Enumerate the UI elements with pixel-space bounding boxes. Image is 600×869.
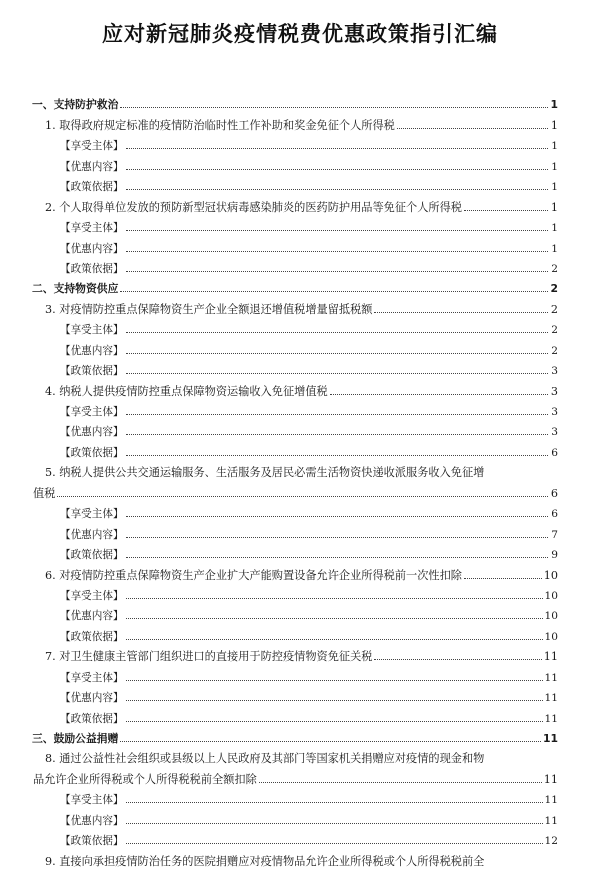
page-number: 3 bbox=[550, 384, 558, 398]
page-number: 3 bbox=[551, 426, 558, 439]
toc-subentry[interactable] bbox=[0, 603, 600, 623]
toc-entry-text: 【优惠内容】 bbox=[60, 344, 124, 357]
toc-entry-text: 1. 取得政府规定标准的疫情防治临时性工作补助和奖金免征个人所得税 bbox=[45, 118, 395, 132]
table-of-contents bbox=[0, 92, 600, 869]
toc-entry[interactable] bbox=[0, 296, 600, 316]
toc-entry-text: 【政策依据】 bbox=[60, 262, 124, 275]
toc-entry-text: 【享受主体】 bbox=[60, 508, 124, 521]
toc-entry-text: 【享受主体】 bbox=[60, 589, 124, 602]
toc-entry-text: 【优惠内容】 bbox=[60, 692, 124, 705]
dot-leader bbox=[126, 414, 548, 415]
page-number: 1 bbox=[550, 118, 558, 132]
dot-leader bbox=[126, 373, 548, 374]
page-number: 6 bbox=[551, 446, 558, 459]
dot-leader bbox=[126, 721, 543, 722]
toc-entry-text: 【享受主体】 bbox=[60, 794, 124, 807]
dot-leader bbox=[126, 271, 548, 272]
page-number: 1 bbox=[550, 200, 558, 214]
toc-entry-text: 【享受主体】 bbox=[60, 140, 124, 153]
toc-entry-text: 【优惠内容】 bbox=[60, 242, 124, 255]
page-number: 2 bbox=[550, 302, 558, 316]
toc-entry-text: 【优惠内容】 bbox=[60, 814, 124, 827]
toc-subentry[interactable] bbox=[0, 215, 600, 235]
dot-leader bbox=[126, 251, 548, 252]
toc-section[interactable] bbox=[0, 726, 600, 746]
toc-entry-text: 【优惠内容】 bbox=[60, 426, 124, 439]
dot-leader bbox=[374, 312, 548, 313]
toc-entry-text: 【优惠内容】 bbox=[60, 610, 124, 623]
dot-leader bbox=[126, 680, 543, 681]
page-number: 11 bbox=[544, 794, 558, 807]
page-number: 6 bbox=[550, 486, 558, 500]
page-number: 1 bbox=[551, 140, 558, 153]
toc-entry-text: 【政策依据】 bbox=[60, 835, 124, 848]
toc-subentry[interactable] bbox=[0, 787, 600, 807]
page-number: 11 bbox=[544, 814, 558, 827]
page-number: 1 bbox=[551, 160, 558, 173]
toc-entry[interactable] bbox=[0, 480, 600, 500]
toc-entry-text: 7. 对卫生健康主管部门组织进口的直接用于防控疫情物资免征关税 bbox=[45, 650, 373, 664]
dot-leader bbox=[126, 557, 548, 558]
page-number: 11 bbox=[544, 671, 558, 684]
dot-leader bbox=[120, 291, 548, 292]
page-number: 11 bbox=[543, 772, 558, 786]
page-number: 10 bbox=[544, 589, 558, 602]
page-number: 10 bbox=[543, 568, 558, 582]
toc-subentry[interactable] bbox=[0, 235, 600, 255]
page-number: 3 bbox=[551, 365, 558, 378]
toc-entry-text: 值税 bbox=[33, 486, 56, 500]
toc-entry-line[interactable]: 5. 纳税人提供公共交通运输服务、生活服务及居民必需生活物资快递收派服务收入免征增 bbox=[45, 466, 485, 480]
toc-subentry[interactable] bbox=[0, 521, 600, 541]
dot-leader bbox=[464, 578, 542, 579]
dot-leader bbox=[126, 639, 543, 640]
toc-subentry[interactable] bbox=[0, 583, 600, 603]
page-number: 11 bbox=[544, 712, 558, 725]
toc-subentry[interactable] bbox=[0, 664, 600, 684]
toc-subentry[interactable] bbox=[0, 501, 600, 521]
dot-leader bbox=[126, 802, 543, 803]
dot-leader bbox=[126, 700, 543, 701]
toc-entry-text: 【享受主体】 bbox=[60, 324, 124, 337]
toc-subentry[interactable] bbox=[0, 358, 600, 378]
toc-entry-text: 【优惠内容】 bbox=[60, 528, 124, 541]
toc-entry-text: 【政策依据】 bbox=[60, 630, 124, 643]
toc-entry-text: 6. 对疫情防控重点保障物资生产企业扩大产能购置设备允许企业所得税前一次性扣除 bbox=[45, 568, 462, 582]
page-number: 2 bbox=[551, 262, 558, 275]
toc-subentry[interactable] bbox=[0, 174, 600, 194]
page-number: 11 bbox=[544, 692, 558, 705]
toc-entry-text: 一、支持防护救治 bbox=[32, 98, 119, 112]
toc-subentry[interactable] bbox=[0, 828, 600, 848]
toc-entry[interactable] bbox=[0, 194, 600, 214]
toc-subentry[interactable] bbox=[0, 439, 600, 459]
dot-leader bbox=[57, 496, 548, 497]
dot-leader bbox=[126, 843, 543, 844]
toc-entry-text: 【享受主体】 bbox=[60, 406, 124, 418]
toc-entry-line[interactable]: 8. 通过公益性社会组织或县级以上人民政府及其部门等国家机关捐赠应对疫情的现金和物 bbox=[45, 752, 485, 766]
toc-entry-text: 【政策依据】 bbox=[60, 446, 124, 459]
toc-entry[interactable] bbox=[0, 112, 600, 132]
dot-leader bbox=[397, 128, 548, 129]
dot-leader bbox=[464, 210, 548, 211]
toc-entry-text: 【享受主体】 bbox=[60, 671, 124, 684]
dot-leader bbox=[126, 537, 548, 538]
toc-subentry[interactable] bbox=[0, 399, 600, 419]
dot-leader bbox=[374, 659, 541, 660]
toc-entry-text: 【享受主体】 bbox=[60, 222, 124, 235]
toc-subentry[interactable] bbox=[0, 419, 600, 439]
dot-leader bbox=[330, 394, 548, 395]
toc-entry-text: 3. 对疫情防控重点保障物资生产企业全额退还增值税增量留抵税额 bbox=[45, 302, 373, 316]
page-number: 6 bbox=[551, 508, 558, 521]
toc-entry-text: 2. 个人取得单位发放的预防新型冠状病毒感染肺炎的医药防护用品等免征个人所得税 bbox=[45, 200, 462, 214]
dot-leader bbox=[126, 598, 543, 599]
page-number: 3 bbox=[551, 406, 558, 418]
toc-entry-text: 品允许企业所得税或个人所得税税前全额扣除 bbox=[33, 772, 257, 786]
dot-leader bbox=[126, 434, 548, 435]
page-number: 7 bbox=[551, 528, 558, 541]
toc-subentry[interactable] bbox=[0, 337, 600, 357]
dot-leader bbox=[259, 782, 542, 783]
toc-entry-text: 【政策依据】 bbox=[60, 181, 124, 194]
page-number: 2 bbox=[551, 344, 558, 357]
toc-section[interactable] bbox=[0, 276, 600, 296]
toc-entry-line[interactable]: 9. 直接向承担疫情防治任务的医院捐赠应对疫情物品允许企业所得税或个人所得税税前全 bbox=[45, 854, 485, 868]
page-number: 2 bbox=[550, 282, 558, 296]
dot-leader bbox=[126, 823, 543, 824]
toc-subentry[interactable] bbox=[0, 153, 600, 173]
page-title: 应对新冠肺炎疫情税费优惠政策指引汇编 bbox=[102, 22, 498, 46]
dot-leader bbox=[126, 516, 548, 517]
page-number: 2 bbox=[551, 324, 558, 337]
dot-leader bbox=[126, 148, 548, 149]
dot-leader bbox=[126, 618, 543, 619]
toc-entry-text: 【政策依据】 bbox=[60, 712, 124, 725]
toc-entry[interactable] bbox=[0, 644, 600, 664]
toc-entry-text: 4. 纳税人提供疫情防控重点保障物资运输收入免征增值税 bbox=[45, 384, 328, 398]
page-number: 11 bbox=[542, 732, 558, 745]
toc-entry[interactable] bbox=[0, 766, 600, 786]
toc-subentry[interactable] bbox=[0, 685, 600, 705]
toc-entry-text: 【政策依据】 bbox=[60, 549, 124, 562]
dot-leader bbox=[120, 741, 541, 742]
toc-entry-text: 【政策依据】 bbox=[60, 365, 124, 378]
page-number: 10 bbox=[544, 610, 558, 623]
toc-subentry[interactable] bbox=[0, 542, 600, 562]
toc-entry-text: 二、支持物资供应 bbox=[32, 282, 119, 296]
toc-subentry[interactable] bbox=[0, 807, 600, 827]
dot-leader bbox=[126, 189, 548, 190]
dot-leader bbox=[126, 169, 548, 170]
toc-subentry[interactable] bbox=[0, 317, 600, 337]
toc-entry[interactable] bbox=[0, 562, 600, 582]
toc-entry-text: 三、鼓励公益捐赠 bbox=[32, 732, 119, 745]
page-number: 12 bbox=[544, 835, 558, 848]
page-number: 1 bbox=[551, 222, 558, 235]
page-number: 1 bbox=[551, 242, 558, 255]
toc-section[interactable] bbox=[0, 92, 600, 112]
page-number: 10 bbox=[544, 630, 558, 643]
page-number: 9 bbox=[551, 549, 558, 562]
toc-entry[interactable] bbox=[0, 378, 600, 398]
toc-entry-text: 【优惠内容】 bbox=[60, 160, 124, 173]
dot-leader bbox=[126, 230, 548, 231]
toc-subentry[interactable] bbox=[0, 256, 600, 276]
dot-leader bbox=[126, 353, 548, 354]
page-number: 11 bbox=[543, 650, 558, 664]
dot-leader bbox=[126, 455, 548, 456]
dot-leader bbox=[120, 107, 548, 108]
toc-subentry[interactable] bbox=[0, 623, 600, 643]
toc-subentry[interactable] bbox=[0, 133, 600, 153]
dot-leader bbox=[126, 332, 548, 333]
toc-subentry[interactable] bbox=[0, 705, 600, 725]
page-number: 1 bbox=[551, 181, 558, 194]
page-number: 1 bbox=[550, 98, 558, 112]
